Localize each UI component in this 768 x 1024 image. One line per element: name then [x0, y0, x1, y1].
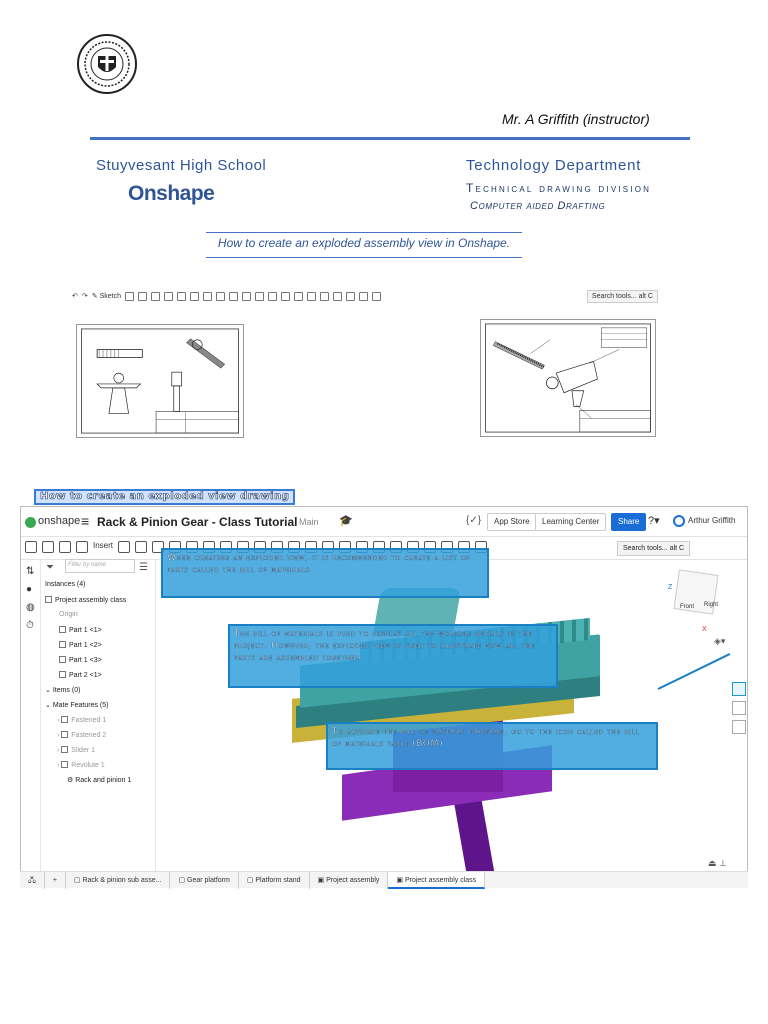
appearance-icon[interactable]: ◍ [26, 602, 35, 613]
tree-revolute-1[interactable] [57, 761, 105, 769]
named-views-icon[interactable] [732, 720, 746, 734]
redo-icon[interactable] [59, 541, 71, 553]
tab-label: Project assembly class [404, 876, 477, 884]
user-avatar-icon[interactable] [673, 515, 685, 527]
howto-title: How to create an exploded assembly view in Onshape. [217, 236, 511, 250]
variables-icon[interactable]: {✓} [466, 515, 482, 526]
part-icon [59, 641, 66, 648]
search-tools-input[interactable]: Search tools... alt C [617, 541, 690, 556]
chevron-right-icon: › [57, 747, 62, 754]
branch-label[interactable]: Main [299, 517, 319, 527]
tree-label: Mate Features (5) [52, 702, 109, 709]
tab-project-assembly-class[interactable] [388, 872, 485, 889]
tree-label: Project assembly class [55, 597, 127, 604]
tab-platform-stand[interactable] [239, 872, 310, 889]
assembly-icon: ▣ [396, 876, 405, 884]
axis-x-label: X [702, 626, 707, 633]
assembly-icon [45, 596, 52, 603]
gear-relation-icon: ⚙ [67, 777, 76, 784]
split-icon[interactable] [307, 292, 316, 301]
chevron-down-icon: ⌄ [45, 687, 53, 694]
tree-part-1-2[interactable] [59, 641, 102, 649]
hamburger-menu-icon[interactable]: ≡ [81, 513, 90, 529]
bom-table-icon[interactable] [732, 682, 746, 696]
sketch-button[interactable]: ✎ Sketch [91, 293, 121, 300]
exploded-drawing-thumbnail [480, 319, 656, 437]
learning-center-button[interactable]: Learning Center [535, 513, 606, 531]
tree-label: Revolute 1 [71, 762, 105, 769]
revolute-icon [61, 761, 68, 768]
fastened-mate-icon[interactable] [135, 541, 147, 553]
tree-instances[interactable]: Instances (4) [45, 581, 86, 588]
hole-icon[interactable] [255, 292, 264, 301]
fastened-icon [61, 731, 68, 738]
tree-origin[interactable]: Origin [59, 611, 78, 618]
chamfer-icon[interactable] [203, 292, 212, 301]
shell-icon[interactable] [242, 292, 251, 301]
timer-icon[interactable]: ⏱ [26, 620, 34, 631]
tree-items[interactable] [45, 686, 80, 694]
app-store-button[interactable]: App Store [487, 513, 537, 531]
tab-project-assembly[interactable] [310, 872, 389, 889]
tree-slider-1[interactable] [57, 746, 95, 754]
part-studio-icon: ▢ [246, 876, 256, 884]
instructor-name: Mr. A Griffith (instructor) [502, 111, 650, 127]
tree-label: Part 2 <1> [69, 672, 102, 679]
tree-label: Part 1 <1> [69, 627, 102, 634]
tab-label: Project assembly [326, 876, 380, 884]
view-cube-front[interactable]: Front [680, 604, 695, 610]
onshape-logo-icon [25, 517, 36, 528]
add-tab-button[interactable]: + [45, 872, 66, 889]
measure-icon[interactable] [372, 292, 381, 301]
view-cube-right[interactable]: Right [704, 602, 719, 608]
section-label: How to create an exploded view drawing [34, 489, 295, 505]
fillet-icon[interactable] [190, 292, 199, 301]
help-circle-icon[interactable] [76, 541, 88, 553]
extrude-icon[interactable] [125, 292, 134, 301]
tree-fastened-2[interactable] [57, 731, 106, 739]
tree-part-2-1[interactable] [59, 671, 102, 679]
fastened-icon [61, 716, 68, 723]
help-icon[interactable]: ?▾ [648, 515, 660, 527]
callout-bill-of-materials: When creating an exploded view, it is recommended to create a list of parts called the bill of materials. [161, 548, 489, 598]
onshape-topbar [21, 507, 748, 537]
tab-bar [20, 871, 748, 888]
axis-z-label: Z [668, 584, 673, 591]
plane-icon[interactable] [333, 292, 342, 301]
tree-label: Items (0) [52, 687, 81, 694]
document-title[interactable]: Rack & Pinion Gear - Class Tutorial [97, 515, 298, 529]
filter-icon[interactable]: ⏷ [46, 562, 54, 573]
chevron-down-icon: ⌄ [45, 702, 53, 709]
tree-label: Fastened 2 [71, 732, 107, 739]
part-icon [59, 656, 66, 663]
tree-project-assembly[interactable] [45, 596, 126, 604]
mates-icon[interactable]: ⇅ [26, 566, 35, 577]
tab-gear-platform[interactable] [170, 872, 238, 889]
cad-subtitle: Computer aided Drafting [470, 200, 606, 212]
tree-label: Fastened 1 [71, 717, 107, 724]
undo-icon[interactable]: ↶ [72, 293, 78, 300]
tab-rack-pinion-sub[interactable] [66, 872, 171, 889]
division-name: Technical drawing division [466, 181, 652, 195]
tab-label: Rack & pinion sub asse... [82, 876, 162, 884]
school-name: Stuyvesant High School [96, 157, 267, 174]
transform-icon[interactable] [320, 292, 329, 301]
part-icon [59, 671, 66, 678]
mini-search-tools[interactable]: Search tools... alt C [587, 290, 658, 303]
product-title: Onshape [128, 182, 215, 205]
sketch-label: Sketch [99, 293, 121, 300]
assembly-drawing-thumbnail [76, 324, 244, 438]
part-icon [59, 626, 66, 633]
configurations-icon[interactable] [732, 701, 746, 715]
howto-bottom-rule [206, 257, 522, 258]
header-divider [90, 137, 690, 140]
tree-label: Slider 1 [71, 747, 96, 754]
callout-exploded-view: The bill of materials is used to display all the working details in the project. However, the exploded view is used to illustrate how all the parts are assembled together. [228, 624, 558, 688]
school-seal-logo [77, 34, 137, 94]
user-name[interactable]: Arthur Griffith [688, 516, 736, 525]
assembly-icon: ▣ [317, 876, 327, 884]
viewport-tools-icon[interactable]: ⏏ ⊥ [708, 858, 727, 868]
mate-connector-icon[interactable] [346, 292, 355, 301]
loft-icon[interactable] [164, 292, 173, 301]
view-options-icon[interactable]: ◈▾ [714, 636, 726, 646]
tree-fastened-1[interactable] [57, 716, 106, 724]
tree-label: Part 1 <2> [69, 642, 102, 649]
tree-label: Part 1 <3> [69, 657, 102, 664]
slider-icon [61, 746, 68, 753]
onshape-logo-text: onshape [38, 515, 81, 527]
graduation-cap-icon[interactable]: 🎓 [339, 515, 353, 527]
draft-icon[interactable] [216, 292, 225, 301]
tree-mate-features[interactable] [45, 701, 108, 709]
tab-label: Gear platform [187, 876, 230, 884]
tree-label: Rack and pinion 1 [75, 777, 132, 784]
variable-icon[interactable] [359, 292, 368, 301]
thicken-icon[interactable] [177, 292, 186, 301]
department-name: Technology Department [466, 157, 642, 174]
mirror-icon[interactable] [281, 292, 290, 301]
callout-activate-bom: To activate the bill of material program, go to the icon called the bill of materials table (BOM) [326, 722, 658, 770]
chevron-right-icon: › [57, 762, 62, 769]
filter-input[interactable]: Filter by name [65, 559, 135, 573]
tab-label: Platform stand [255, 876, 301, 884]
left-rail [21, 560, 41, 872]
part-studio-icon: ▢ [178, 876, 188, 884]
boolean-icon[interactable] [294, 292, 303, 301]
clock-icon[interactable] [118, 541, 130, 553]
share-button[interactable]: Share [611, 513, 646, 531]
part-studio-icon: ▢ [73, 876, 83, 884]
revolve-icon[interactable] [138, 292, 147, 301]
chevron-right-icon: › [57, 717, 62, 724]
tree-part-1-1[interactable] [59, 626, 102, 634]
tree-part-1-3[interactable] [59, 656, 102, 664]
assembly-tree-icon[interactable] [25, 541, 37, 553]
list-view-icon[interactable]: ☰ [139, 562, 148, 573]
chevron-right-icon: › [57, 732, 62, 739]
howto-top-rule [206, 232, 522, 233]
pattern-icon[interactable] [268, 292, 277, 301]
onshape-toolbar-strip [68, 286, 658, 306]
redo-icon[interactable]: ↷ [81, 293, 88, 300]
tab-manager-icon[interactable]: 🖧 [20, 872, 45, 889]
insert-button[interactable]: Insert [93, 541, 114, 550]
sweep-icon[interactable] [151, 292, 160, 301]
comments-icon[interactable]: ● [26, 584, 33, 595]
rib-icon[interactable] [229, 292, 238, 301]
tree-rack-pinion[interactable] [67, 776, 131, 784]
undo-icon[interactable] [42, 541, 54, 553]
